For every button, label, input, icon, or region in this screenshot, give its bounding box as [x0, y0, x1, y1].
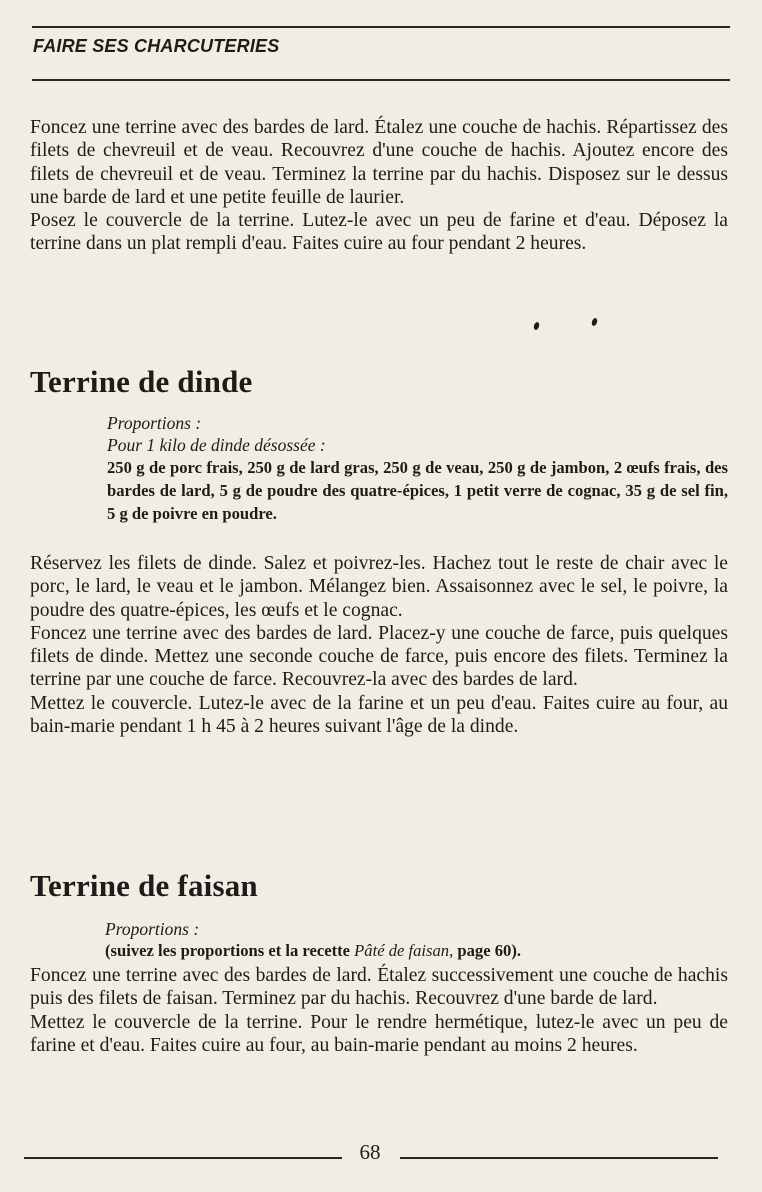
instructions-faisan	[30, 964, 728, 1057]
proportions-label: Proportions :	[105, 919, 200, 939]
header-rule-top	[32, 26, 730, 28]
footer-rule-right	[400, 1157, 718, 1159]
proportions-note	[105, 940, 726, 962]
instruction-paragraph: Foncez une terrine avec des bardes de lard. Placez-y une couche de farce, puis quelques filets de dinde. Mettez une seconde couche de farce, puis encore des filets. Terminez la terrine par une couche de farce. Recouvrez-la avec des bardes de lard.	[30, 622, 728, 691]
ink-speck	[533, 321, 540, 330]
instruction-paragraph: Mettez le couvercle. Lutez-le avec de la farine et un peu d'eau. Faites cuire au four, au bain-marie pendant 1 h 45 à 2 heures suivant l'âge de la dinde.	[30, 692, 728, 738]
recipe-title-dinde: Terrine de dinde	[30, 364, 253, 399]
footer-rule-left	[24, 1157, 342, 1159]
instruction-paragraph: Foncez une terrine avec des bardes de lard. Étalez successivement une couche de hachis puis des filets de faisan. Terminez par du hachis. Recouvrez d'une barde de lard.	[30, 965, 728, 1010]
intro-text	[30, 116, 728, 256]
running-head: FAIRE SES CHARCUTERIES	[33, 36, 280, 56]
recipe-title-faisan: Terrine de faisan	[30, 868, 258, 903]
ingredients-list: 250 g de porc frais, 250 g de lard gras, 250 g de veau, 250 g de jambon, 2 œufs frais, des bardes de lard, 5 g de poudre des quatre-épices, 1 petit verre de cognac, 35 g de sel fin, 5 g de poivre en poudre.	[107, 458, 728, 523]
intro-paragraph: Foncez une terrine avec des bardes de lard. Étalez une couche de hachis. Répartissez des filets de chevreuil et de veau. Recouvrez d'une couche de hachis. Ajoutez encore des filets de chevreuil et de veau. Terminez la terrine par du hachis. Disposez sur le dessus une barde de lard et une petite feuille de laurier.	[30, 117, 728, 208]
proportions-faisan	[105, 918, 726, 962]
intro-paragraph: Posez le couvercle de la terrine. Lutez-le avec un peu de farine et d'eau. Déposez la terrine dans un plat rempli d'eau. Faites cuire au four pendant 2 heures.	[30, 210, 728, 255]
proportions-label: Proportions :	[107, 413, 202, 433]
note-text: page 60).	[453, 941, 522, 960]
page-number: 68	[359, 1140, 381, 1164]
note-title: Pâté de faisan,	[354, 941, 454, 960]
proportions-subtitle: Pour 1 kilo de dinde désossée :	[107, 435, 326, 455]
instruction-paragraph: Réservez les filets de dinde. Salez et poivrez-les. Hachez tout le reste de chair avec le porc, le lard, le veau et le jambon. Mélangez bien. Assaisonnez avec le sel, le poivre, la poudre des quatre-épices, les œufs et le cognac.	[30, 553, 728, 621]
instructions-dinde	[30, 552, 728, 738]
instruction-paragraph: Mettez le couvercle de la terrine. Pour le rendre hermétique, lutez-le avec un peu de farine et d'eau. Faites cuire au four, au bain-marie pendant au moins 2 heures.	[30, 1011, 728, 1056]
note-text: (suivez les proportions et la recette	[105, 941, 355, 960]
proportions-dinde	[107, 412, 728, 525]
ink-speck	[591, 317, 598, 326]
header-rule-bottom	[32, 79, 730, 81]
